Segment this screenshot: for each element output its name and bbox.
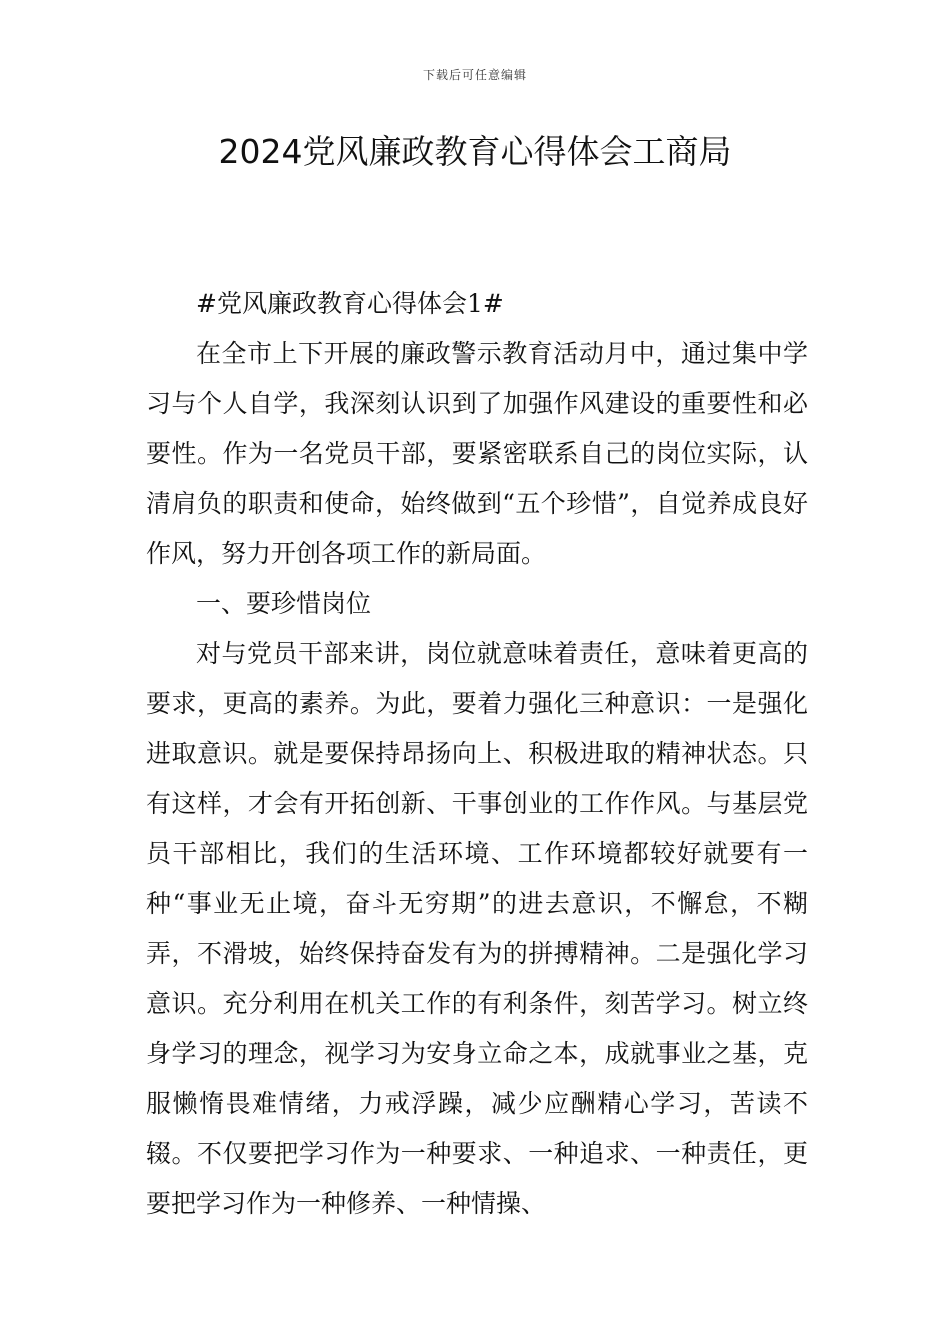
header-note: 下载后可任意编辑 xyxy=(422,68,527,82)
paragraph: 在全市上下开展的廉政警示教育活动月中，通过集中学习与个人自学，我深刻认识到了加强作风建设的重要性和必要性。作为一名党员干部，要紧密联系自己的岗位实际，认清肩负的职责和使命，始终做到“五个珍惜”，自觉养成良好作风，努力开创各项工作的新局面。 xyxy=(146,339,808,568)
subsection-heading: 一、要珍惜岗位 xyxy=(196,589,372,618)
section-heading: #党风廉政教育心得体会1# xyxy=(196,289,504,318)
paragraph: 对与党员干部来讲，岗位就意味着责任，意味着更高的要求，更高的素养。为此，要着力强化三种意识：一是强化进取意识。就是要保持昂扬向上、积极进取的精神状态。只有这样，才会有开拓创新、干事创业的工作作风。与基层党员干部相比，我们的生活环境、工作环境都较好就要有一种“事业无止境，奋斗无穷期”的进去意识，不懈怠，不糊弄，不滑坡，始终保持奋发有为的拼搏精神。二是强化学习意识。充分利用在机关工作的有利条件，刻苦学习。树立终身学习的理念，视学习为安身立命之本，成就事业之基，克服懒惰畏难情绪，力戒浮躁，减少应酬精心学习，苦读不辍。不仅要把学习作为一种要求、一种追求、一种责任，更要把学习作为一种修养、一种情操、 xyxy=(146,639,808,1218)
document-title: 2024党风廉政教育心得体会工商局 xyxy=(218,132,732,171)
document-body xyxy=(146,279,808,1229)
